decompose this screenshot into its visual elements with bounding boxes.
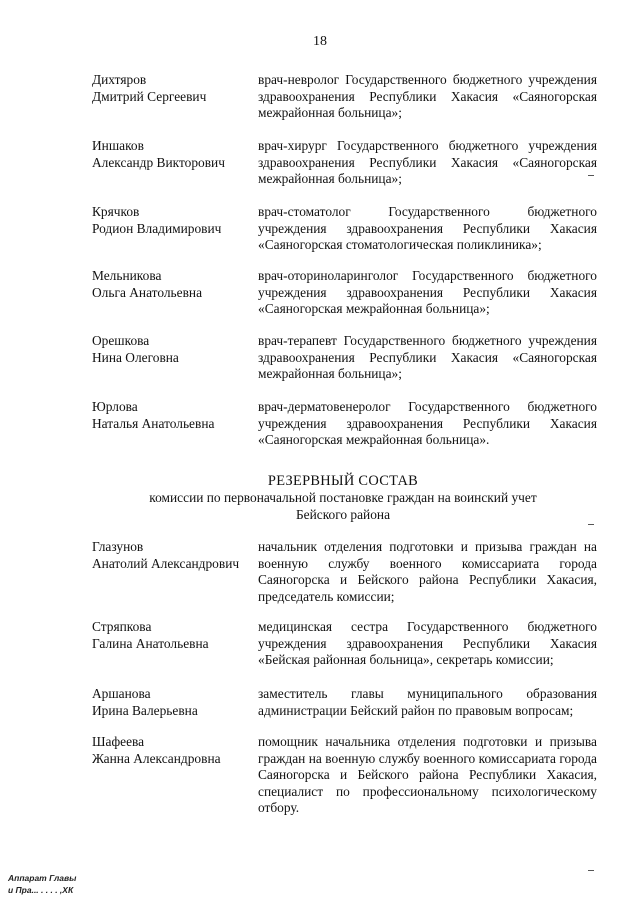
member-name bbox=[92, 619, 257, 652]
member-name bbox=[92, 268, 257, 301]
reserve-subtitle-district: Бейского района bbox=[295, 506, 391, 522]
member-surname: Юрлова bbox=[92, 399, 138, 414]
member-surname: Иншаков bbox=[92, 138, 144, 153]
member-name bbox=[92, 539, 257, 572]
member-name bbox=[92, 333, 257, 366]
member-given-name: Галина Анатольевна bbox=[92, 635, 209, 651]
member-name bbox=[92, 204, 257, 237]
page-number: 18 bbox=[313, 34, 327, 49]
member-name bbox=[92, 686, 257, 719]
member-surname: Аршанова bbox=[92, 686, 151, 701]
member-position: врач-оториноларинголог Государственного бюджетного учреждения здравоохранения Республики Хакасия «Саяногорская межрайонная больница»; bbox=[258, 268, 597, 317]
reserve-subtitle: комиссии по первоначальной постановке граждан на воинский учет bbox=[149, 489, 537, 505]
member-given-name: Родион Владимирович bbox=[92, 220, 222, 236]
member-surname: Шафеева bbox=[92, 734, 145, 749]
footer-stamp bbox=[8, 872, 76, 896]
member-given-name: Ирина Валерьевна bbox=[92, 702, 198, 718]
member-surname: Дихтяров bbox=[92, 72, 147, 87]
member-given-name: Ольга Анатольевна bbox=[92, 284, 203, 300]
member-position: заместитель главы муниципального образования администрации Бейский район по правовым вопросам; bbox=[258, 686, 597, 718]
reserve-heading bbox=[0, 473, 640, 523]
member-position: врач-терапевт Государственного бюджетного учреждения здравоохранения Республики Хакасия «Саяногорская межрайонная больница»; bbox=[258, 333, 597, 382]
member-surname: Мельникова bbox=[92, 268, 162, 283]
footer-line: Аппарат Главы bbox=[8, 873, 77, 883]
reserve-title: РЕЗЕРВНЫЙ СОСТАВ bbox=[267, 473, 419, 489]
member-given-name: Александр Викторович bbox=[92, 154, 225, 170]
member-position: врач-стоматолог Государственного бюджетного учреждения здравоохранения Республики Хакасия «Саяногорская стоматологическая поликлиника»; bbox=[258, 204, 597, 253]
member-given-name: Нина Олеговна bbox=[92, 349, 179, 365]
member-surname: Глазунов bbox=[92, 539, 144, 554]
member-position: помощник начальника отделения подготовки и призыва граждан на военную службу военного комиссариата города Саяногорска и Бейского района Республики Хакасия, специалист по профессиональному психологическому отбору. bbox=[258, 734, 597, 816]
member-name bbox=[92, 72, 257, 105]
member-position: медицинская сестра Государственного бюджетного учреждения здравоохранения Республики Хакасия «Бейская районная больница», секретарь комиссии; bbox=[258, 619, 597, 668]
member-given-name: Наталья Анатольевна bbox=[92, 415, 215, 431]
member-position: врач-дерматовенеролог Государственного бюджетного учреждения здравоохранения Республики Хакасия «Саяногорская межрайонная больница». bbox=[258, 399, 597, 448]
member-surname: Орешкова bbox=[92, 333, 150, 348]
member-surname: Стряпкова bbox=[92, 619, 152, 634]
member-given-name: Анатолий Александрович bbox=[92, 555, 240, 571]
member-name bbox=[92, 734, 257, 767]
scan-mark bbox=[588, 524, 594, 525]
member-position: начальник отделения подготовки и призыва граждан на военную службу военного комиссариата города Саяногорска и Бейского района Республики Хакасия, председатель комиссии; bbox=[258, 539, 597, 604]
member-name bbox=[92, 399, 257, 432]
scan-mark bbox=[588, 870, 594, 871]
member-position: врач-невролог Государственного бюджетного учреждения здравоохранения Республики Хакасия «Саяногорская межрайонная больница»; bbox=[258, 72, 597, 121]
member-position: врач-хирург Государственного бюджетного учреждения здравоохранения Республики Хакасия «Саяногорская межрайонная больница»; bbox=[258, 138, 597, 187]
member-name bbox=[92, 138, 257, 171]
footer-line: и Пра... . . . . ,ХК bbox=[8, 885, 74, 895]
scan-mark bbox=[588, 175, 594, 176]
member-surname: Крячков bbox=[92, 204, 140, 219]
member-given-name: Жанна Александровна bbox=[92, 750, 221, 766]
member-given-name: Дмитрий Сергеевич bbox=[92, 88, 207, 104]
